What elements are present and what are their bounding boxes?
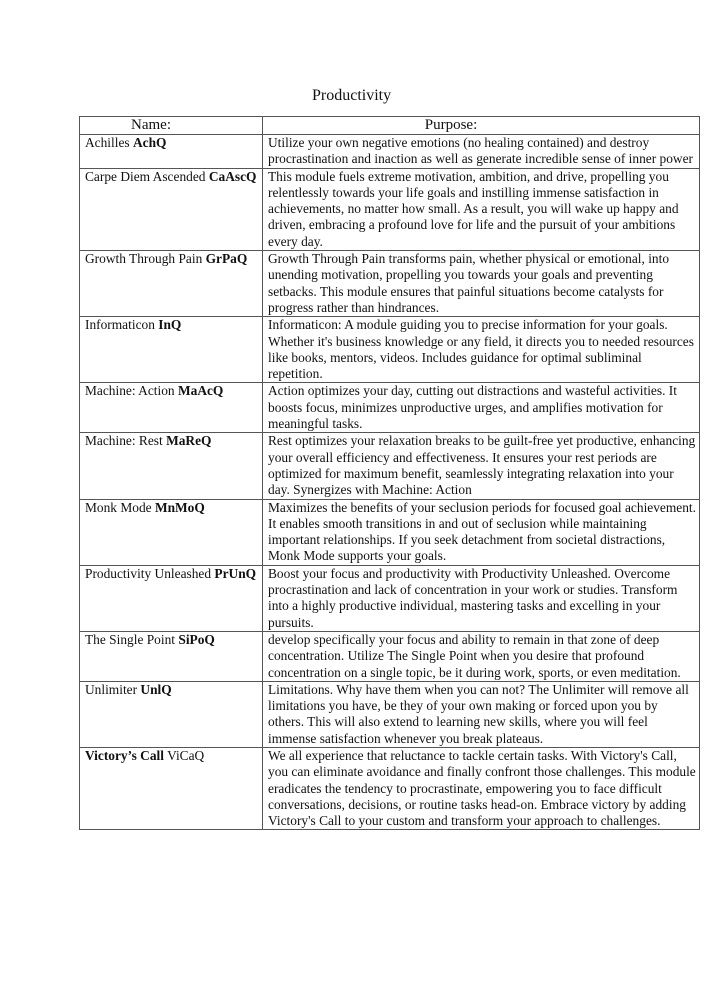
table-row [80, 251, 700, 317]
module-code: MaReQ [166, 433, 212, 449]
module-name-cell [80, 168, 263, 250]
module-purpose: Growth Through Pain transforms pain, whether physical or emotional, into unending motivation, propelling you towards your goals and preventing setbacks. This module ensures that painful situations become catalysts for progress rather than hindrances. [263, 251, 700, 317]
module-purpose: Rest optimizes your relaxation breaks to be guilt-free yet productive, enhancing your overall efficiency and effectiveness. It ensures your rest periods are optimized for maximum benefit, seamlessly integrating relaxation into your day. Synergizes with Machine: Action [263, 433, 700, 499]
module-name: The Single Point [85, 631, 179, 647]
module-purpose: We all experience that reluctance to tackle certain tasks. With Victory's Call, you can eliminate avoidance and finally confront those challenges. This module eradicates the tendency to procrastinate, empowering you to face difficult conversations, decisions, or routine tasks head-on. Embrace victory by adding Victory's Call to your custom and transform your approach to challenges. [263, 747, 700, 829]
module-name-cell [80, 251, 263, 317]
module-name-cell [80, 747, 263, 829]
module-purpose: develop specifically your focus and ability to remain in that zone of deep concentration. Utilize The Single Point when you desire that profound concentration on a single topic, be it during work, sports, or even meditation. [263, 631, 700, 681]
module-name: Achilles [85, 135, 133, 150]
module-name: Growth Through Pain [85, 251, 206, 267]
module-name-cell [80, 383, 263, 433]
module-code: MnMoQ [154, 499, 205, 515]
module-code: AchQ [132, 135, 167, 150]
table-row [80, 135, 700, 169]
module-name-cell [80, 135, 263, 169]
module-purpose: Utilize your own negative emotions (no healing contained) and destroy procrastination and inaction as well as generate incredible sense of inner power [263, 135, 700, 169]
module-purpose: Action optimizes your day, cutting out distractions and wasteful activities. It boosts focus, minimizes unproductive urges, and amplifies motivation for meaningful tasks. [263, 383, 700, 433]
module-code: InQ [158, 317, 182, 333]
modules-table [79, 116, 700, 830]
module-purpose: Maximizes the benefits of your seclusion periods for focused goal achievement. It enables smooth transitions in and out of seclusion while maintaining important relationships. If you seek detachment from societal distractions, Monk Mode supports your goals. [263, 499, 700, 565]
table-row [80, 681, 700, 747]
module-name: Victory’s Call [85, 747, 164, 763]
module-purpose: This module fuels extreme motivation, ambition, and drive, propelling you relentlessly towards your life goals and instilling immense satisfaction in achievements, no matter how small. As a result, you will wake up happy and driven, embracing a profound love for life and the pursuit of your ambitions every day. [263, 168, 700, 250]
table-row [80, 317, 700, 383]
module-code: PrUnQ [214, 565, 257, 581]
module-name: Carpe Diem Ascended [85, 168, 209, 184]
table-row [80, 433, 700, 499]
module-code: GrPaQ [205, 251, 248, 267]
page-title: Productivity [312, 87, 392, 104]
module-purpose: Boost your focus and productivity with Productivity Unleashed. Overcome procrastination and lack of concentration in your work or studies. Transform into a highly productive individual, mastering tasks and excelling in your pursuits. [263, 565, 700, 631]
table-row [80, 383, 700, 433]
table-header-row [80, 117, 700, 135]
module-code: SiPoQ [178, 631, 215, 647]
module-name-cell [80, 681, 263, 747]
module-code: CaAscQ [208, 168, 257, 184]
header-purpose: Purpose: [263, 117, 700, 135]
module-name: Monk Mode [85, 499, 155, 515]
module-code: ViCaQ [163, 747, 205, 763]
module-name: Informaticon [85, 317, 159, 333]
module-name: Productivity Unleashed [85, 565, 215, 581]
table-row [80, 565, 700, 631]
module-name: Machine: Rest [85, 433, 167, 449]
module-name-cell [80, 317, 263, 383]
table-row [80, 168, 700, 250]
module-code: UnlQ [140, 681, 172, 697]
module-name-cell [80, 499, 263, 565]
module-code: MaAcQ [177, 383, 224, 399]
table-row [80, 631, 700, 681]
module-name-cell [80, 433, 263, 499]
module-name: Unlimiter [85, 681, 141, 697]
module-purpose: Limitations. Why have them when you can not? The Unlimiter will remove all limitations you have, be they of your own making or forced upon you by others. This will also extend to learning new skills, where you will feel immense satisfaction whenever you break plateaus. [263, 681, 700, 747]
module-name: Machine: Action [85, 383, 178, 399]
table-row [80, 499, 700, 565]
module-name-cell [80, 631, 263, 681]
table-row [80, 747, 700, 829]
module-name-cell [80, 565, 263, 631]
header-name: Name: [80, 117, 263, 135]
module-purpose: Informaticon: A module guiding you to precise information for your goals. Whether it's business knowledge or any field, it directs you to needed resources like books, mentors, videos. Includes guidance for optimal subliminal repetition. [263, 317, 700, 383]
